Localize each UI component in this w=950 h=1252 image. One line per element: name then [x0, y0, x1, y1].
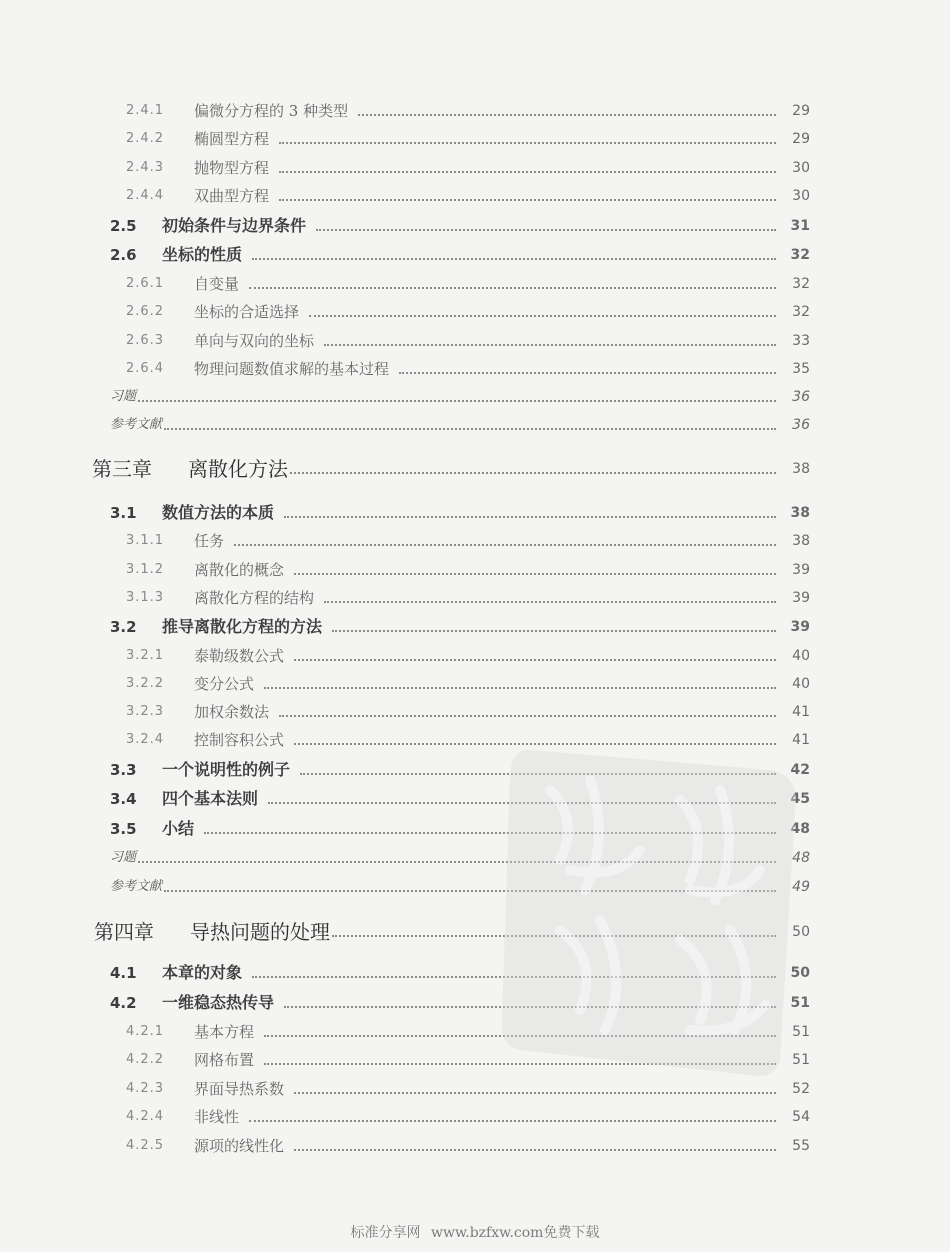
toc-entry-page: 40: [792, 648, 810, 664]
toc-entry-page: 39: [792, 562, 810, 578]
toc-entry-page: 36: [792, 417, 810, 433]
toc-entry-page: 48: [792, 850, 810, 866]
toc-entry-title: 物理问题数值求解的基本过程: [194, 360, 390, 378]
toc-entry-number: 3.2: [110, 618, 137, 636]
toc-entry-page: 48: [790, 821, 810, 837]
toc-entry: [110, 500, 810, 524]
toc-entry: [126, 98, 810, 122]
toc-entry-number: 2.6.1: [126, 276, 165, 291]
toc-entry: [110, 213, 810, 237]
toc-entry-page: 51: [792, 1052, 810, 1068]
dot-leader: [294, 1148, 776, 1151]
toc-entry-number: 2.4.3: [126, 160, 165, 175]
dot-leader: [399, 371, 776, 374]
toc-entry-page: 52: [792, 1081, 810, 1097]
toc-entry-page: 30: [792, 188, 810, 204]
toc-entry-number: 4.2: [110, 994, 137, 1012]
toc-entry-page: 54: [792, 1109, 810, 1125]
dot-leader: [264, 686, 776, 689]
dot-leader: [324, 600, 776, 603]
toc-entry-number: 3.5: [110, 820, 137, 838]
toc-entry-page: 29: [792, 103, 810, 119]
toc-entry-number: 3.1: [110, 504, 137, 522]
dot-leader: [252, 257, 776, 260]
toc-entry-page: 38: [792, 533, 810, 549]
toc-entry-number: 3.4: [110, 790, 137, 808]
toc-entry-page: 33: [792, 333, 810, 349]
toc-entry-title: 界面导热系数: [194, 1080, 285, 1098]
toc-entry: [126, 126, 810, 150]
watermark-stamp: [490, 730, 810, 1090]
toc-entry-title: 双曲型方程: [194, 187, 270, 205]
toc-entry-page: 31: [790, 218, 810, 234]
toc-entry-title: 本章的对象: [162, 963, 243, 982]
dot-leader: [358, 113, 776, 116]
toc-entry-title: 加权余数法: [194, 703, 270, 721]
toc-entry-page: 41: [792, 732, 810, 748]
dot-leader: [316, 228, 776, 231]
toc-entry-title: 泰勒级数公式: [194, 647, 285, 665]
toc-entry-number: 3.2.4: [126, 732, 165, 747]
toc-entry-title: 单向与双向的坐标: [194, 332, 315, 350]
toc-entry: [126, 299, 810, 323]
toc-entry-title: 坐标的性质: [162, 245, 243, 264]
toc-entry-page: 32: [790, 247, 810, 263]
toc-entry: [126, 328, 810, 352]
toc-entry-title: 网格布置: [194, 1051, 255, 1069]
dot-leader: [294, 658, 776, 661]
toc-entry-page: 30: [792, 160, 810, 176]
toc-entry-title: 数值方法的本质: [162, 503, 275, 522]
toc-entry-title: 离散化的概念: [194, 561, 285, 579]
dot-leader: [324, 343, 776, 346]
toc-entry-title: 小结: [162, 819, 195, 838]
toc-entry-number: 2.6.3: [126, 333, 165, 348]
toc-entry-title: 初始条件与边界条件: [162, 216, 307, 235]
toc-entry-title: 离散化方法: [188, 457, 288, 481]
dot-leader: [279, 714, 776, 717]
toc-entry-number: 第三章: [92, 457, 152, 481]
toc-entry: [126, 643, 810, 667]
dot-leader: [294, 1091, 776, 1094]
dot-leader: [164, 427, 776, 430]
footer-url: www.bzfxw.com免费下载: [430, 1225, 600, 1241]
toc-entry: [110, 614, 810, 638]
toc-entry-title: 基本方程: [194, 1023, 255, 1041]
toc-entry: [126, 271, 810, 295]
dot-leader: [290, 471, 776, 474]
toc-entry: [92, 456, 810, 480]
toc-entry-number: 3.1.2: [126, 562, 165, 577]
toc-entry: [110, 412, 810, 436]
dot-leader: [249, 286, 776, 289]
toc-entry-title: 椭圆型方程: [194, 130, 270, 148]
toc-entry-page: 42: [790, 762, 810, 778]
toc-entry-title: 非线性: [194, 1108, 240, 1126]
toc-entry-title: 推导离散化方程的方法: [162, 617, 323, 636]
toc-entry-number: 第四章: [94, 920, 154, 944]
footer-site-name: 标准分享网: [350, 1225, 421, 1241]
toc-entry: [126, 671, 810, 695]
toc-entry-title: 自变量: [194, 275, 240, 293]
toc-entry-page: 40: [792, 676, 810, 692]
toc-entry-number: 3.1.3: [126, 590, 165, 605]
toc-entry-number: 3.2.1: [126, 648, 165, 663]
toc-entry: [126, 356, 810, 380]
toc-entry-title: 习题: [110, 389, 137, 404]
toc-entry-page: 39: [792, 590, 810, 606]
dot-leader: [279, 170, 776, 173]
toc-entry-number: 2.6.4: [126, 361, 165, 376]
toc-entry-page: 39: [790, 619, 810, 635]
toc-entry-number: 4.2.5: [126, 1138, 165, 1153]
toc-entry-title: 抛物型方程: [194, 159, 270, 177]
dot-leader: [294, 572, 776, 575]
toc-entry-title: 控制容积公式: [194, 731, 285, 749]
toc-entry-page: 45: [790, 791, 810, 807]
dot-leader: [284, 515, 776, 518]
toc-entry-number: 4.1: [110, 964, 137, 982]
toc-entry: [126, 1104, 810, 1128]
dot-leader: [138, 399, 776, 402]
toc-entry-title: 源项的线性化: [194, 1137, 285, 1155]
toc-entry-page: 32: [792, 276, 810, 292]
toc-entry: [126, 557, 810, 581]
toc-entry-page: 51: [790, 995, 810, 1011]
toc-entry-number: 3.2.3: [126, 704, 165, 719]
toc-entry-number: 4.2.2: [126, 1052, 165, 1067]
toc-entry-number: 2.4.4: [126, 188, 165, 203]
toc-entry-page: 32: [792, 304, 810, 320]
dot-leader: [279, 198, 776, 201]
toc-entry: [126, 1133, 810, 1157]
toc-entry-title: 参考文献: [110, 879, 163, 894]
toc-entry-title: 偏微分方程的 3 种类型: [194, 102, 349, 120]
toc-entry-title: 变分公式: [194, 675, 255, 693]
toc-entry-title: 习题: [110, 850, 137, 865]
toc-entry-page: 38: [790, 505, 810, 521]
toc-entry: [126, 183, 810, 207]
toc-entry-page: 38: [792, 461, 810, 477]
toc-entry: [110, 384, 810, 408]
dot-leader: [279, 141, 776, 144]
toc-entry-page: 50: [792, 924, 810, 940]
toc-entry: [126, 699, 810, 723]
toc-entry-page: 49: [792, 879, 810, 895]
toc-entry-title: 一维稳态热传导: [162, 993, 275, 1012]
toc-entry-number: 2.6: [110, 246, 137, 264]
dot-leader: [234, 543, 776, 546]
toc-entry-number: 3.1.1: [126, 533, 165, 548]
toc-entry: [110, 242, 810, 266]
toc-entry-title: 一个说明性的例子: [162, 760, 291, 779]
toc-entry-title: 任务: [194, 532, 225, 550]
dot-leader: [249, 1119, 776, 1122]
toc-entry-number: 2.6.2: [126, 304, 165, 319]
toc-entry-page: 36: [792, 389, 810, 405]
toc-entry-page: 55: [792, 1138, 810, 1154]
toc-entry-number: 2.4.1: [126, 103, 165, 118]
toc-entry-page: 50: [790, 965, 810, 981]
dot-leader: [332, 629, 776, 632]
toc-entry-title: 导热问题的处理: [190, 920, 330, 944]
toc-entry-number: 4.2.3: [126, 1081, 165, 1096]
toc-entry-number: 4.2.4: [126, 1109, 165, 1124]
toc-entry-page: 35: [792, 361, 810, 377]
toc-entry-title: 四个基本法则: [162, 789, 259, 808]
toc-entry-number: 4.2.1: [126, 1024, 165, 1039]
toc-entry-title: 参考文献: [110, 417, 163, 432]
dot-leader: [309, 314, 776, 317]
toc-entry-title: 离散化方程的结构: [194, 589, 315, 607]
toc-entry-page: 29: [792, 131, 810, 147]
toc-entry-page: 51: [792, 1024, 810, 1040]
toc-entry-number: 3.3: [110, 761, 137, 779]
toc-entry-number: 2.4.2: [126, 131, 165, 146]
toc-entry-title: 坐标的合适选择: [194, 303, 300, 321]
toc-entry-number: 3.2.2: [126, 676, 165, 691]
toc-entry: [126, 585, 810, 609]
toc-entry-number: 2.5: [110, 217, 137, 235]
toc-entry: [126, 528, 810, 552]
toc-entry: [126, 155, 810, 179]
page-footer: [0, 1222, 950, 1242]
toc-entry-page: 41: [792, 704, 810, 720]
